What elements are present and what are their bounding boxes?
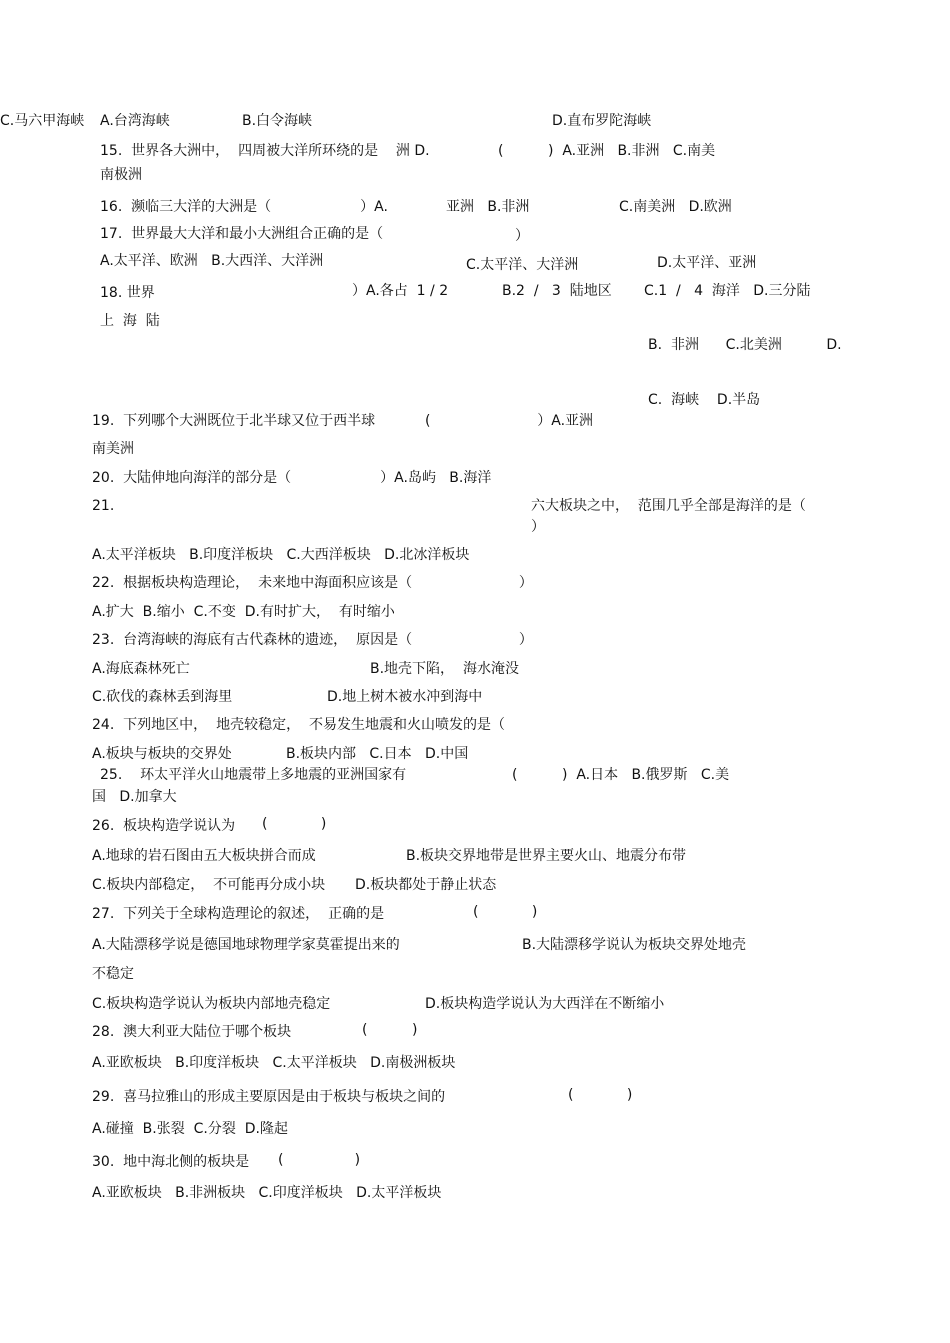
question-24: 24. 下列地区中， 地壳较稳定， 不易发生地震和火山喷发的是（ xyxy=(92,717,505,733)
question-27-options: D.板块构造学说认为大西洋在不断缩小 xyxy=(425,996,665,1012)
question-26-paren: ( ) xyxy=(262,816,327,832)
question-17-options: A.太平洋、欧洲 B.大西洋、大洋洲 xyxy=(100,253,324,269)
question-18-options: ）A.各占 1 / 2 xyxy=(352,283,449,299)
question-23-options: D.地上树木被水冲到海中 xyxy=(327,689,483,705)
question-27: 27. 下列关于全球构造理论的叙述， 正确的是 xyxy=(92,906,385,922)
floating-options: B. 非洲 C.北美洲 D. xyxy=(648,337,842,353)
question-24-options: A.板块与板块的交界处 xyxy=(92,746,232,762)
question-30-paren: ( ) xyxy=(278,1152,361,1168)
question-21-paren: ） xyxy=(531,519,545,535)
question-26: 26. 板块构造学说认为 xyxy=(92,818,236,834)
question-15-cont: 南极洲 xyxy=(100,167,142,183)
question-25-cont: 国 D.加拿大 xyxy=(92,789,177,805)
question-16-options: C.南美洲 D.欧洲 xyxy=(619,199,732,215)
question-26-options: C.板块内部稳定， 不可能再分成小块 xyxy=(92,877,326,893)
question-26-options: B.板块交界地带是世界主要火山、地震分布带 xyxy=(406,848,687,864)
question-30: 30. 地中海北侧的板块是 xyxy=(92,1154,250,1170)
question-28-paren: ( ) xyxy=(362,1022,418,1038)
question-22: 22. 根据板块构造理论， 未来地中海面积应该是（ ） xyxy=(92,575,533,591)
question-19: 19. 下列哪个大洲既位于北半球又位于西半球 xyxy=(92,413,376,429)
option-text: D.直布罗陀海峡 xyxy=(552,113,652,129)
question-21-number: 21. xyxy=(92,498,115,514)
question-27-options: B.大陆漂移学说认为板块交界处地壳 xyxy=(522,937,747,953)
question-16: 16. 濒临三大洋的大洲是（ ）A. xyxy=(100,199,388,215)
question-25: 25. 环太平洋火山地震带上多地震的亚洲国家有 xyxy=(100,767,407,783)
question-15-options: ( ) A.亚洲 B.非洲 C.南美 xyxy=(498,143,716,159)
question-17-options: D.太平洋、亚洲 xyxy=(657,255,757,271)
question-27-paren: ( ) xyxy=(473,904,538,920)
question-18-options: B.2 / 3 陆地区 xyxy=(502,283,612,299)
question-28-options: A.亚欧板块 B.印度洋板块 C.太平洋板块 D.南极洲板块 xyxy=(92,1055,456,1071)
question-18-options: C.1 / 4 海洋 D.三分陆 xyxy=(644,283,811,299)
question-23: 23. 台湾海峡的海底有古代森林的遗迹， 原因是（ ） xyxy=(92,632,533,648)
floating-options: C. 海峡 D.半岛 xyxy=(648,392,761,408)
question-17: 17. 世界最大大洋和最小大洲组合正确的是（ xyxy=(100,226,384,242)
question-28: 28. 澳大利亚大陆位于哪个板块 xyxy=(92,1024,292,1040)
question-27-options: C.板块构造学说认为板块内部地壳稳定 xyxy=(92,996,331,1012)
question-30-options: A.亚欧板块 B.非洲板块 C.印度洋板块 D.太平洋板块 xyxy=(92,1185,442,1201)
question-16-options: 亚洲 B.非洲 xyxy=(446,199,530,215)
question-17-options: C.太平洋、大洋洲 xyxy=(466,257,579,273)
question-29: 29. 喜马拉雅山的形成主要原因是由于板块与板块之间的 xyxy=(92,1089,446,1105)
question-24-options: B.板块内部 C.日本 D.中国 xyxy=(286,746,469,762)
option-text: B.白令海峡 xyxy=(242,113,313,129)
question-23-options: B.地壳下陷， 海水淹没 xyxy=(370,661,519,677)
question-21-options: A.太平洋板块 B.印度洋板块 C.大西洋板块 D.北冰洋板块 xyxy=(92,547,470,563)
question-23-options: C.砍伐的森林丢到海里 xyxy=(92,689,233,705)
question-17-paren: ） xyxy=(515,228,529,244)
question-23-options: A.海底森林死亡 xyxy=(92,661,190,677)
question-27-cont: 不稳定 xyxy=(92,966,134,982)
question-15: 15. 世界各大洲中， 四周被大洋所环绕的是 洲 D. xyxy=(100,143,430,159)
option-text: A.台湾海峡 xyxy=(100,113,170,129)
question-19-cont: 南美洲 xyxy=(92,441,134,457)
option-text: C.马六甲海峡 xyxy=(0,113,85,129)
question-18-cont: 上 海 陆 xyxy=(100,313,160,329)
question-29-options: A.碰撞 B.张裂 C.分裂 D.隆起 xyxy=(92,1121,288,1137)
question-26-options: A.地球的岩石图由五大板块拼合而成 xyxy=(92,848,316,864)
question-22-options: A.扩大 B.缩小 C.不变 D.有时扩大， 有时缩小 xyxy=(92,604,395,620)
question-25-options: ( ) A.日本 B.俄罗斯 C.美 xyxy=(512,767,730,783)
question-18: 18. 世界 xyxy=(100,285,155,301)
question-20: 20. 大陆伸地向海洋的部分是（ ）A.岛屿 B.海洋 xyxy=(92,470,492,486)
question-19-options: ( ）A.亚洲 xyxy=(425,413,594,429)
question-27-options: A.大陆漂移学说是德国地球物理学家莫霍提出来的 xyxy=(92,937,400,953)
question-26-options: D.板块都处于静止状态 xyxy=(355,877,497,893)
question-21: 六大板块之中， 范围几乎全部是海洋的是（ xyxy=(531,498,806,514)
question-29-paren: ( ) xyxy=(568,1087,633,1103)
